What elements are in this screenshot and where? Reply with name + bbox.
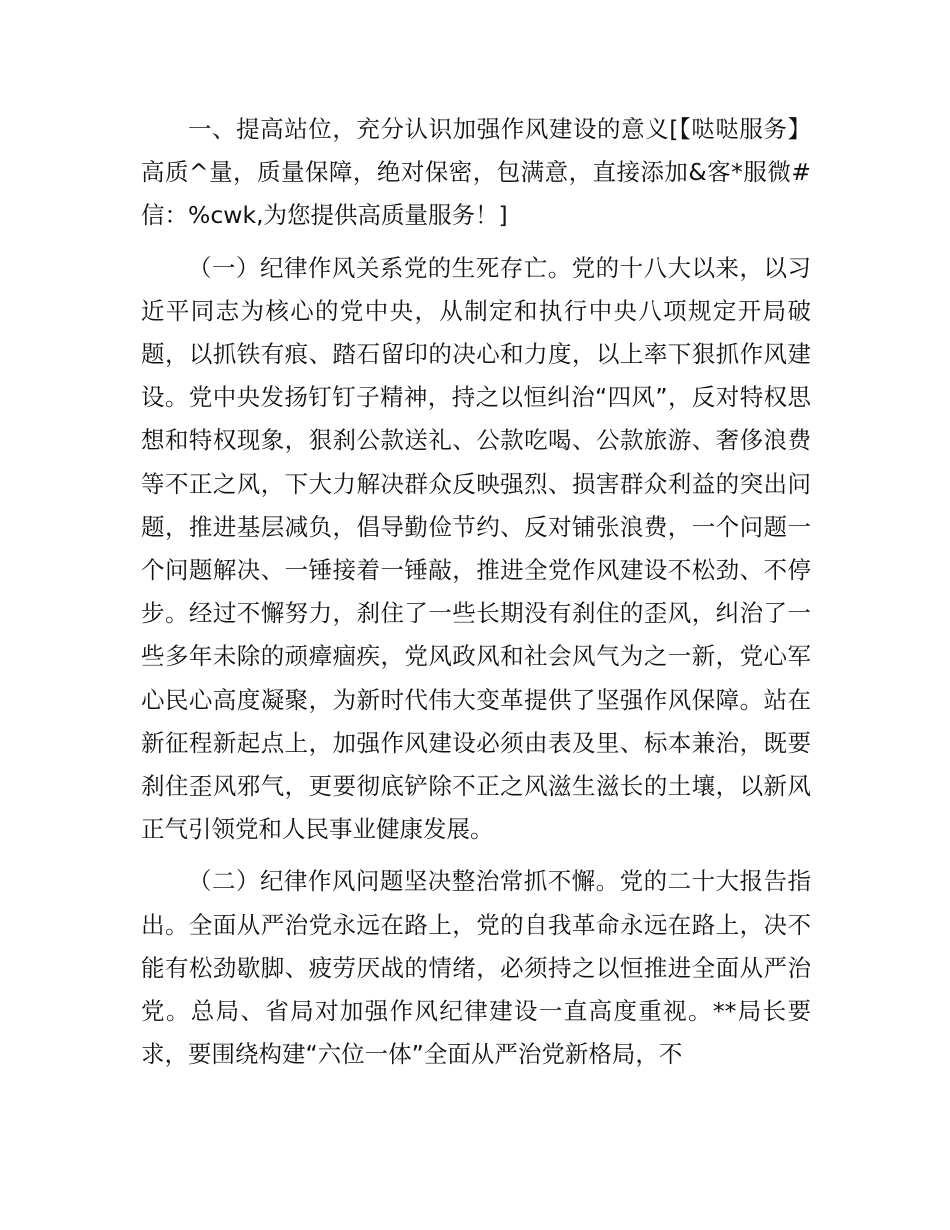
paragraph-discipline-and-style: （一）纪律作风关系党的生死存亡。党的十八大以来，以习近平同志为核心的党中央，从制定和执行中央八项规定开局破题，以抓铁有痕、踏石留印的决心和力度，以上率下狠抓作风建设。党中央发扬钉钉子精神，持之以恒纠治“四风”，反对特权思想和特权现象，狠刹公款送礼、公款吃喝、公款旅游、奢侈浪费等不正之风，下大力解决群众反映强烈、损害群众利益的突出问题，推进基层减负，倡导勤俭节约、反对铺张浪费，一个问题一个问题解决、一锤接着一锤敲，推进全党作风建设不松劲、不停步。经过不懈努力，刹住了一些长期没有刹住的歪风，纠治了一些多年未除的顽瘴痼疾，党风政风和社会风气为之一新，党心军心民心高度凝聚，为新时代伟大变革提供了坚强作风保障。站在新征程新起点上，加强作风建设必须由表及里、标本兼治，既要刹住歪风邪气，更要彻底铲除不正之风滋生滋长的土壤，以新风正气引领党和人民事业健康发展。: [141, 253, 811, 844]
paragraph-section-one-heading: 一、提高站位，充分认识加强作风建设的意义[【哒哒服务】高质^量，质量保障，绝对保密，包满意，直接添加&客*服微#信：%cwk,为您提供高质量服务！]: [141, 115, 811, 230]
document-page: [141, 108, 811, 1076]
paragraph-persistent-rectification: （二）纪律作风问题坚决整治常抓不懈。党的二十大报告指出。全面从严治党永远在路上，党的自我革命永远在路上，决不能有松劲歇脚、疲劳厌战的情绪，必须持之以恒推进全面从严治党。总局、省局对加强作风纪律建设一直高度重视。**局长要求，要围绕构建“六位一体”全面从严治党新格局，不: [141, 867, 811, 1069]
